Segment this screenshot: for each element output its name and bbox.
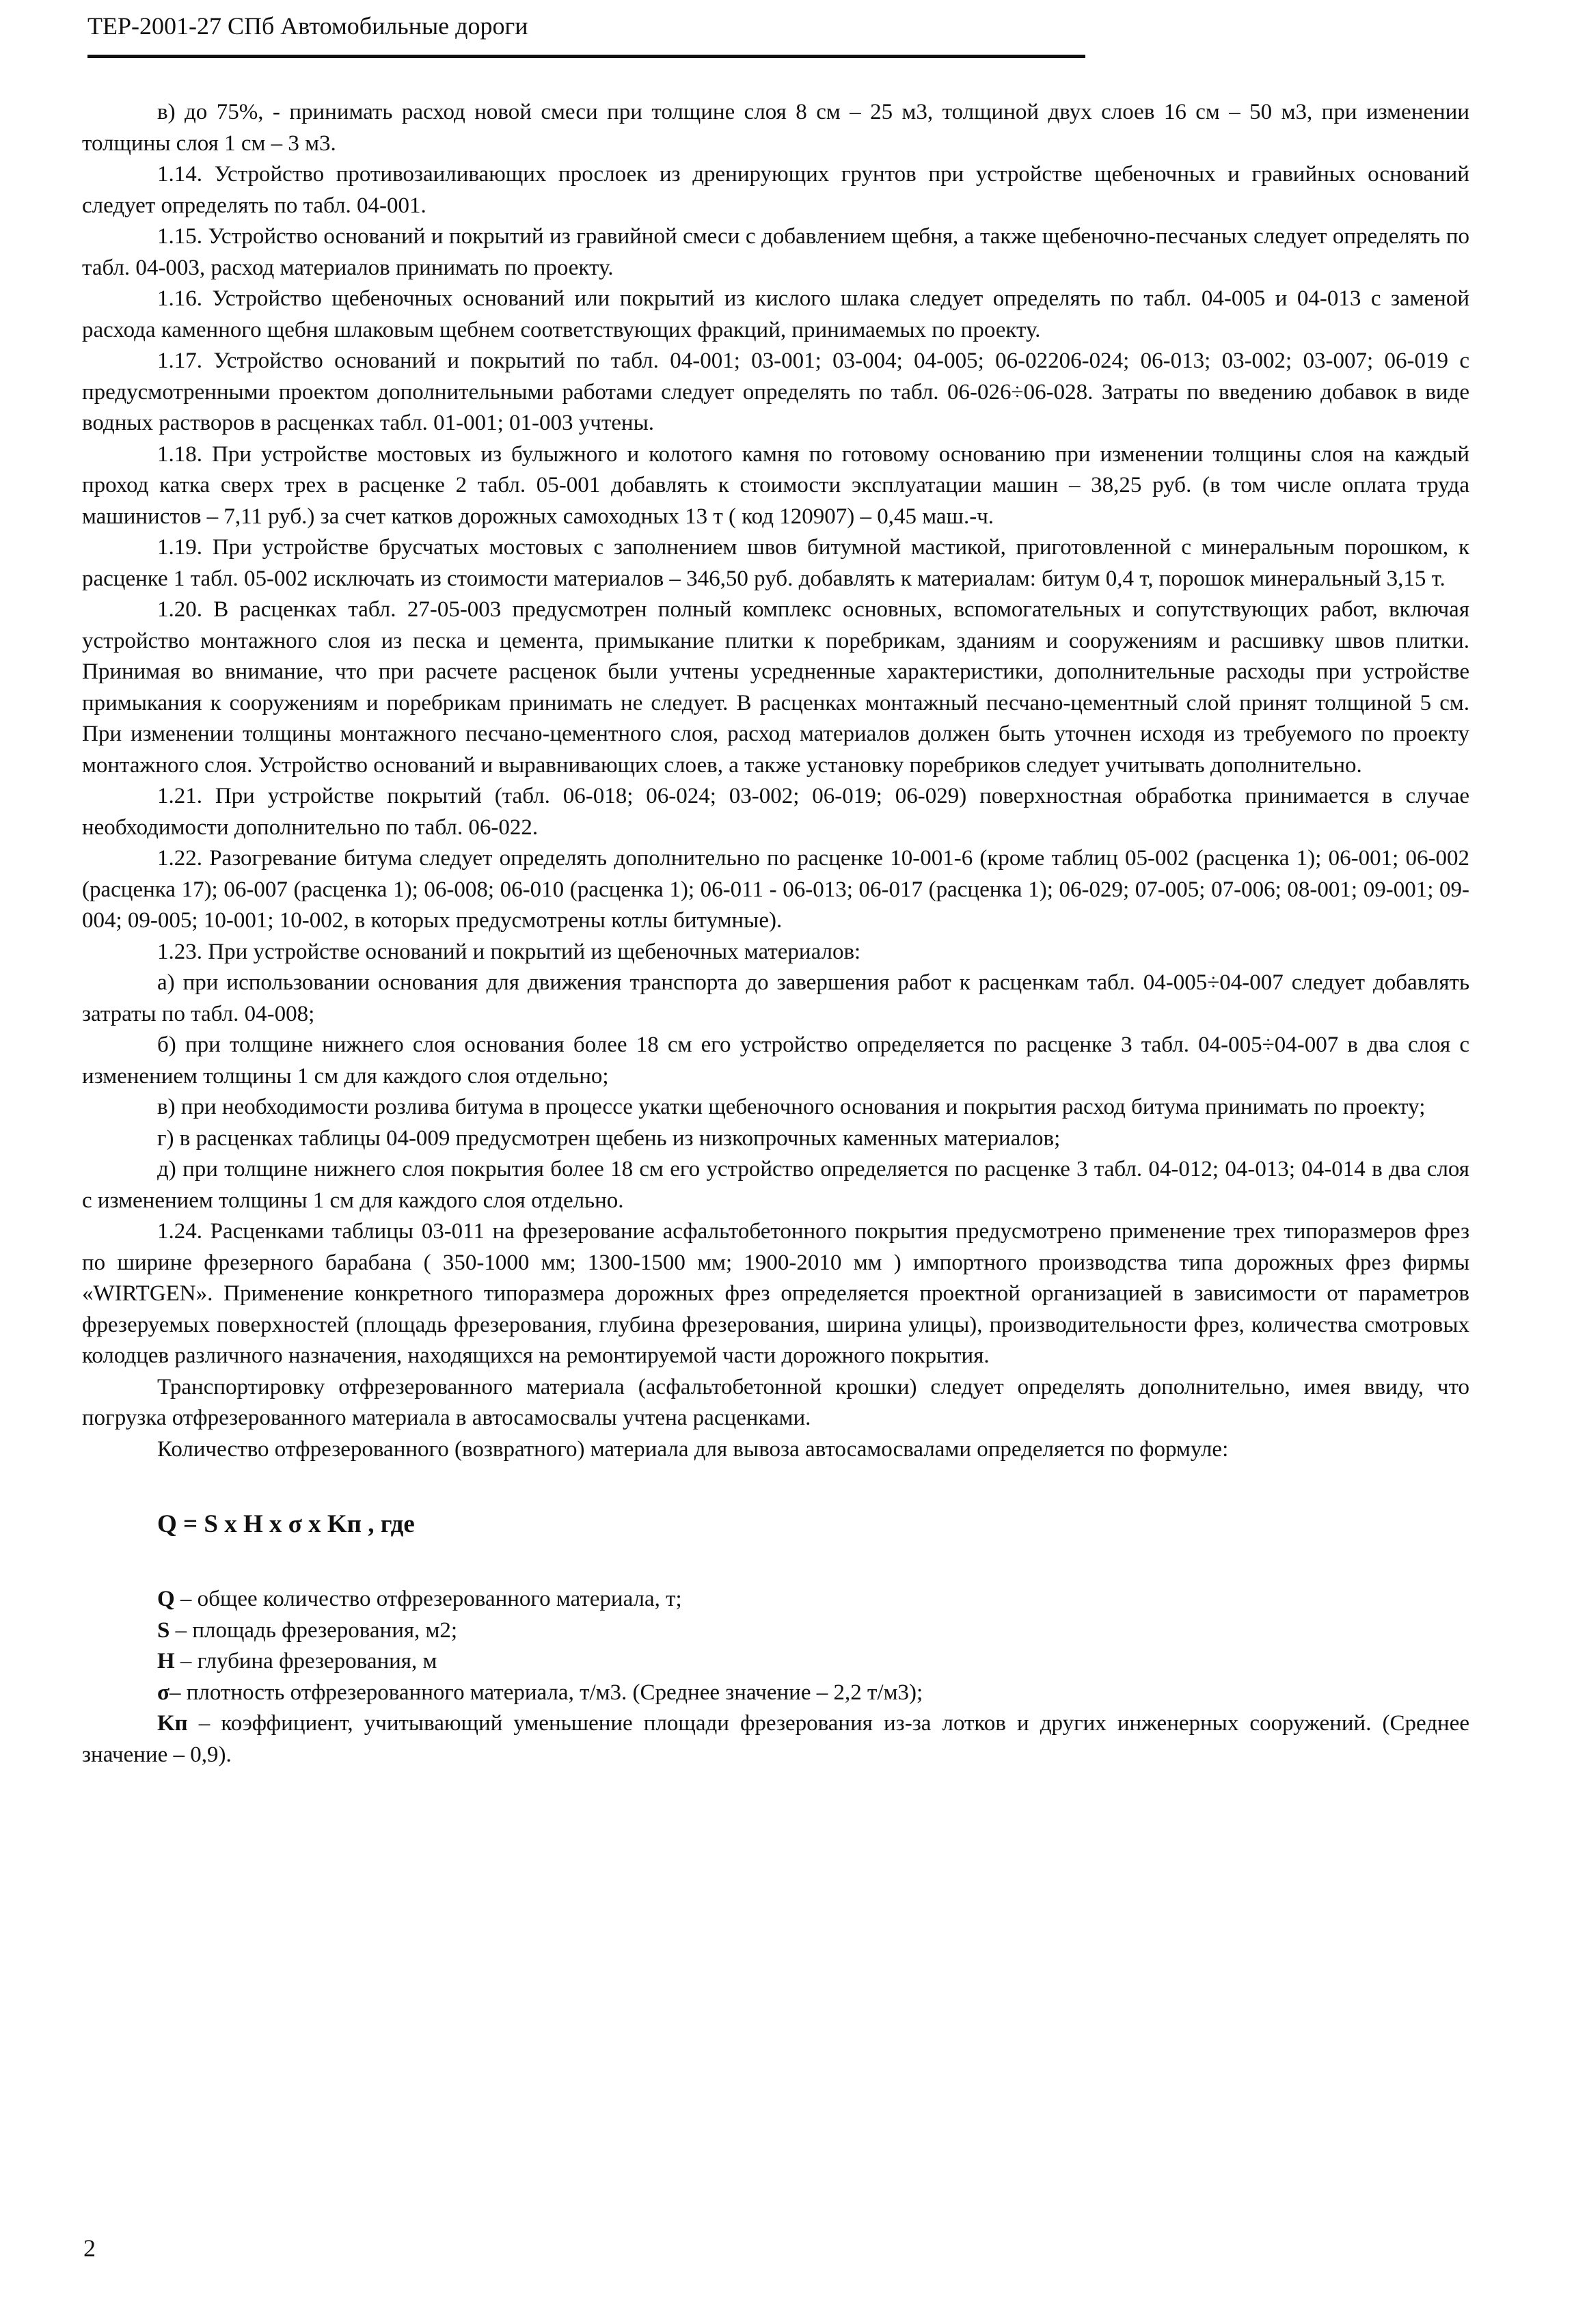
legend-text: – коэффициент, учитывающий уменьшение площади фрезерования из-за лотков и других инженерных сооружений. (Среднее значение – 0,9). — [82, 1711, 1469, 1767]
paragraph-1-18: 1.18. При устройстве мостовых из булыжного и колотого камня по готовому основанию при изменении толщины слоя на каждый проход катка сверх трех в расценке 2 табл. 05-001 добавлять к стоимости эксплуатации машин – 38,25 руб. (в том числе оплата труда машинистов – 7,11 руб.) за счет катков дорожных самоходных 13 т ( код 120907) – 0,45 маш.-ч. — [82, 441, 1469, 529]
paragraph-1-23-d: д) при толщине нижнего слоя покрытия более 18 см его устройство определяется по расценке 3 табл. 04-012; 04-013; 04-014 в два слоя с изменением толщины 1 см для каждого слоя отдельно. — [82, 1157, 1469, 1213]
paragraph-1-14: 1.14. Устройство противозаиливающих прослоек из дренирующих грунтов при устройстве щебеночных и гравийных оснований следует определять по табл. 04-001. — [82, 162, 1469, 218]
legend-item-s — [82, 1615, 1469, 1647]
legend-item-sigma — [82, 1678, 1469, 1709]
document-body — [82, 97, 1469, 1771]
legend-text: – плотность отфрезерованного материала, т/м3. (Среднее значение – 2,2 т/м3); — [169, 1680, 923, 1705]
paragraph-item-v: в) до 75%, - принимать расход новой смеси при толщине слоя 8 см – 25 м3, толщиной двух слоев 16 см – 50 м3, при изменении толщины слоя 1 см – 3 м3. — [82, 100, 1469, 156]
legend-symbol: S — [157, 1617, 170, 1643]
paragraph-transport: Транспортировку отфрезерованного материала (асфальтобетонной крошки) следует определять дополнительно, имея ввиду, что погрузка отфрезерованного материала в автосамосвалы учтена расценками. — [82, 1374, 1469, 1430]
paragraph-1-24: 1.24. Расценками таблицы 03-011 на фрезерование асфальтобетонного покрытия предусмотрено применение трех типоразмеров фрез по ширине фрезерного барабана ( 350-1000 мм; 1300-1500 мм; 1900-2010 мм ) импортного производства типа дорожных фрез фирмы «WIRTGEN». Применение конкретного типоразмера дорожных фрез определяется проектной организацией в зависимости от параметров фрезеруемых поверхностей (площадь фрезерования, глубина фрезерования, ширина улицы), производительности фрез, количества смотровых колодцев различного назначения, находящихся на ремонтируемой части дорожного покрытия. — [82, 1219, 1469, 1368]
legend-text: – глубина фрезерования, м — [174, 1649, 437, 1673]
legend-text: – общее количество отфрезерованного материала, т; — [174, 1587, 682, 1611]
legend-item-q — [82, 1584, 1469, 1615]
paragraph-1-17: 1.17. Устройство оснований и покрытий по табл. 04-001; 03-001; 03-004; 04-005; 06-02206-024; 06-013; 03-002; 03-007; 06-019 с предусмотренными проектом дополнительными работами следует определять по табл. 06-026÷06-028. Затраты по введению добавок в виде водных растворов в расценках табл. 01-001; 01-003 учтены. — [82, 348, 1469, 435]
legend-symbol: Q — [157, 1587, 175, 1611]
legend-item-kp — [82, 1708, 1469, 1771]
paragraph-1-23-a: а) при использовании основания для движения транспорта до завершения работ к расценкам табл. 04-005÷04-007 следует добавлять затраты по табл. 04-008; — [82, 970, 1469, 1026]
paragraph-1-23-v: в) при необходимости розлива битума в процессе укатки щебеночного основания и покрытия расход битума принимать по проекту; — [157, 1095, 1426, 1119]
paragraph-1-16: 1.16. Устройство щебеночных оснований или покрытий из кислого шлака следует определять по табл. 04-005 и 04-013 с заменой расхода каменного щебня шлаковым щебнем соответствующих фракций, принимаемых по проекту. — [82, 286, 1469, 342]
legend-item-h — [82, 1646, 1469, 1678]
legend-symbol: σ — [157, 1680, 169, 1705]
paragraph-1-15: 1.15. Устройство оснований и покрытий из гравийной смеси с добавлением щебня, а также щебеночно-песчаных следует определять по табл. 04-003, расход материалов принимать по проекту. — [82, 224, 1469, 280]
page-number: 2 — [83, 2234, 96, 2262]
formula: Q = S x H x σ x Kп , где — [157, 1510, 415, 1538]
paragraph-quantity: Количество отфрезерованного (возвратного) материала для вывоза автосамосвалами определяется по формуле: — [157, 1436, 1229, 1462]
paragraph-1-21: 1.21. При устройстве покрытий (табл. 06-018; 06-024; 03-002; 06-019; 06-029) поверхностная обработка принимается в случае необходимости дополнительно по табл. 06-022. — [82, 784, 1469, 840]
paragraph-1-23-g: г) в расценках таблицы 04-009 предусмотрен щебень из низкопрочных каменных материалов; — [157, 1125, 1061, 1151]
page-header — [87, 7, 1085, 58]
paragraph-1-20: 1.20. В расценках табл. 27-05-003 предусмотрен полный комплекс основных, вспомогательных и сопутствующих работ, включая устройство монтажного слоя из песка и цемента, примыкание плитки к поребрикам, зданиям и сооружениям и расшивку швов плитки. Принимая во внимание, что при расчете расценок были учтены усредненные характеристики, дополнительные расходы при устройстве примыкания к сооружениям и поребрикам принимать не следует. В расценках монтажный песчано-цементный слой принят толщиной 5 см. При изменении толщины монтажного песчано-цементного слоя, расход материалов должен быть уточнен исходя из требуемого по проекту монтажного слоя. Устройство оснований и выравнивающих слоев, а также установку поребриков следует учитывать дополнительно. — [82, 597, 1469, 778]
paragraph-1-23: 1.23. При устройстве оснований и покрытий из щебеночных материалов: — [157, 939, 861, 964]
legend-text: – площадь фрезерования, м2; — [169, 1617, 458, 1643]
legend-symbol: H — [157, 1649, 175, 1673]
header-title: ТЕР-2001-27 СПб Автомобильные дороги — [87, 12, 528, 40]
paragraph-1-23-b: б) при толщине нижнего слоя основания более 18 см его устройство определяется по расценке 3 табл. 04-005÷04-007 в два слоя с изменением толщины 1 см для каждого слоя отдельно; — [82, 1033, 1469, 1089]
paragraph-1-19: 1.19. При устройстве брусчатых мостовых с заполнением швов битумной мастикой, приготовленной с минеральным порошком, к расценке 1 табл. 05-002 исключать из стоимости материалов – 346,50 руб. добавлять к материалам: битум 0,4 т, порошок минеральный 3,15 т. — [82, 535, 1469, 591]
legend-symbol: Kп — [157, 1711, 188, 1736]
paragraph-1-22: 1.22. Разогревание битума следует определять дополнительно по расценке 10-001-6 (кроме таблиц 05-002 (расценка 1); 06-001; 06-002 (расценка 17); 06-007 (расценка 1); 06-008; 06-010 (расценка 1); 06-011 - 06-013; 06-017 (расценка 1); 06-029; 07-005; 07-006; 08-001; 09-001; 09-004; 09-005; 10-001; 10-002, в которых предусмотрены котлы битумные). — [82, 846, 1469, 933]
